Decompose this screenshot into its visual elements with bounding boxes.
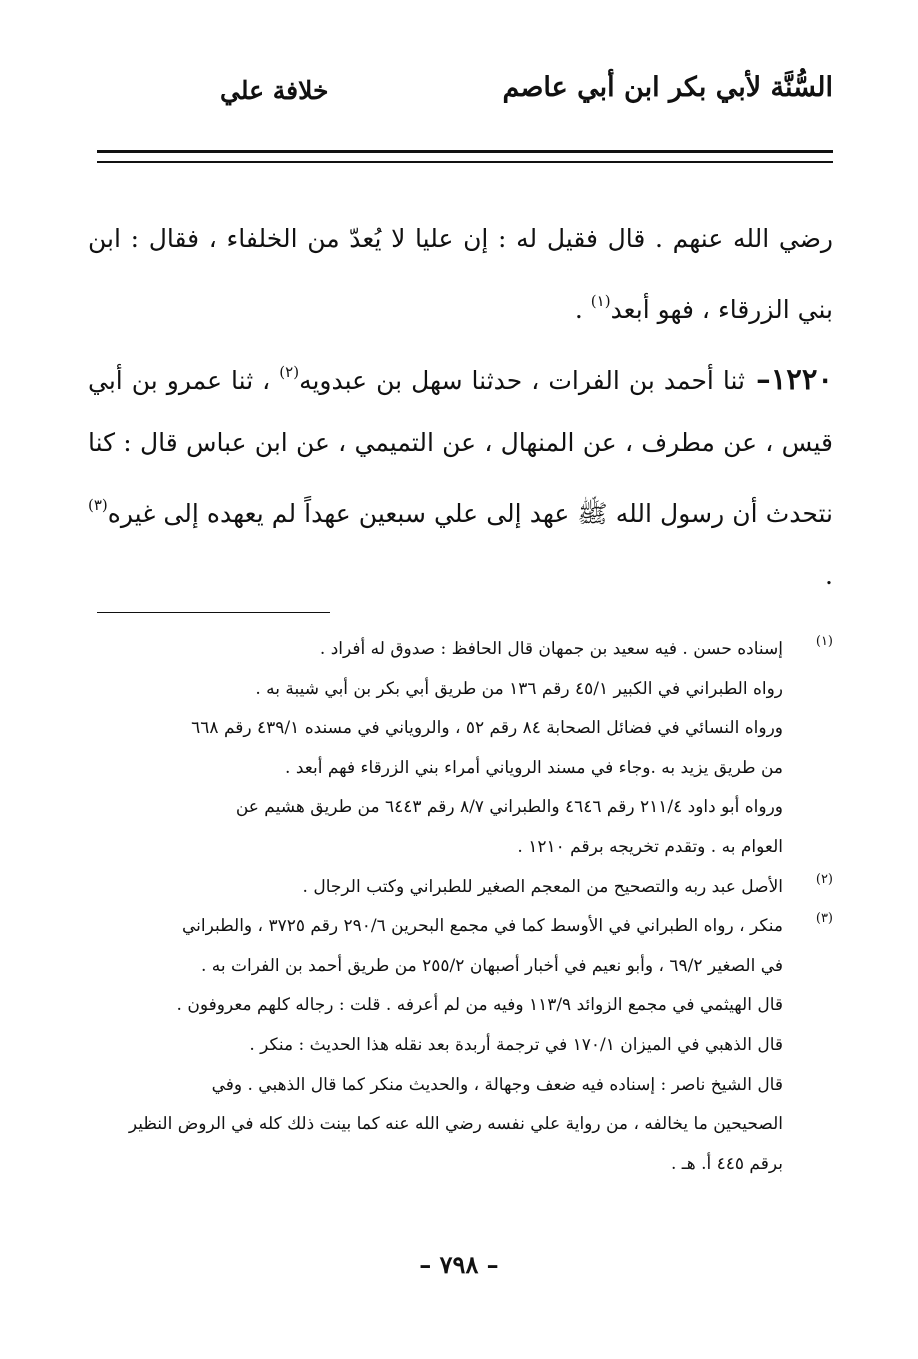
paragraph-continuation [88, 208, 833, 341]
hadith-end: . [825, 561, 833, 590]
footnote-line: رواه الطبراني في الكبير ٤٥/١ رقم ١٣٦ من طريق أبي بكر بن أبي شيبة به . [255, 678, 783, 699]
footnote-ref: (٣) [88, 496, 108, 514]
footnote-marker: (١) [815, 634, 833, 649]
page-number: – ٧٩٨ – [419, 1250, 499, 1279]
hadith-number: ١٢٢٠ [770, 362, 833, 396]
footnote-line: منكر ، رواه الطبراني في الأوسط كما في مجمع البحرين ٢٩٠/٦ رقم ٣٧٢٥ ، والطبراني [181, 916, 783, 937]
hadith-text-b: ، ثنا عمرو بن أبي قيس ، عن مطرف ، عن المنهال ، عن التميمي ، عن ابن عباس قال : كنا نتحدث أن رسول الله ﷺ عهد إلى علي سبعين عهداً لم يعهده إلى غيره [88, 366, 833, 528]
header-rule-thin [97, 161, 833, 163]
footnote-line: من طريق يزيد به .وجاء في مسند الروياني أمراء بني الزرقاء فهم أبعد . [285, 757, 783, 778]
footnote-3 [95, 907, 833, 1184]
paragraph-text: رضي الله عنهم . قال فقيل له : إن عليا لا يُعدّ من الخلفاء ، فقال : ابن بني الزرقاء ، فهو أبعد [88, 224, 833, 324]
header-rule-thick [97, 150, 833, 153]
footnotes [95, 630, 833, 1184]
footnote-ref: (٢) [279, 363, 300, 381]
footnote-line: قال الهيثمي في مجمع الزوائد ١١٣/٩ وفيه من لم أعرفه . قلت : رجاله كلهم معروفون . [176, 995, 783, 1016]
footnote-line: إسناده حسن . فيه سعيد بن جمهان قال الحافظ : صدوق له أفراد . [319, 639, 783, 659]
hadith-dash: – [745, 362, 771, 396]
footnote-line: الأصل عبد ربه والتصحيح من المعجم الصغير للطبراني وكتب الرجال . [302, 876, 783, 897]
footnote-1 [95, 630, 833, 868]
footnote-line: قال الذهبي في الميزان ١٧٠/١ في ترجمة أربدة بعد نقله هذا الحديث : منكر . [249, 1034, 783, 1055]
main-text [88, 208, 833, 607]
footnote-line: قال الشيخ ناصر : إسناده فيه ضعف وجهالة ، والحديث منكر كما قال الذهبي . وفي [211, 1074, 783, 1095]
footnote-marker: (٢) [815, 871, 833, 887]
section-title: خلافة علي [220, 76, 329, 105]
paragraph-end: . [574, 295, 591, 324]
footnote-line: العوام به . وتقدم تخريجه برقم ١٢١٠ . [517, 836, 783, 857]
hadith-1220 [88, 341, 833, 607]
footnote-marker: (٣) [815, 911, 833, 927]
footnote-line: ورواه النسائي في فضائل الصحابة ٨٤ رقم ٥٢ ، والروياني في مسنده ٤٣٩/١ رقم ٦٦٨ [191, 718, 783, 739]
footnote-line: ورواه أبو داود ٢١١/٤ رقم ٤٦٤٦ والطبراني ٨/٧ رقم ٦٤٤٣ من طريق هشيم عن [235, 797, 783, 818]
running-header [90, 72, 833, 122]
footnote-2 [95, 868, 833, 908]
footnote-line: برقم ٤٤٥ أ. هـ . [670, 1153, 783, 1174]
footnote-line: في الصغير ٦٩/٢ ، وأبو نعيم في أخبار أصبهان ٢٥٥/٢ من طريق أحمد بن الفرات به . [200, 955, 783, 976]
footnote-ref: (١) [590, 292, 611, 310]
hadith-text-a: ثنا أحمد بن الفرات ، حدثنا سهل بن عبدويه [299, 366, 745, 395]
book-title: السُّنَّة لأبي بكر ابن أبي عاصم [502, 72, 833, 103]
footnote-line: الصحيحين ما يخالفه ، من رواية علي نفسه رضي الله عنه كما بينت ذلك كله في الروض النظير [128, 1114, 783, 1135]
footnote-separator [97, 612, 330, 613]
